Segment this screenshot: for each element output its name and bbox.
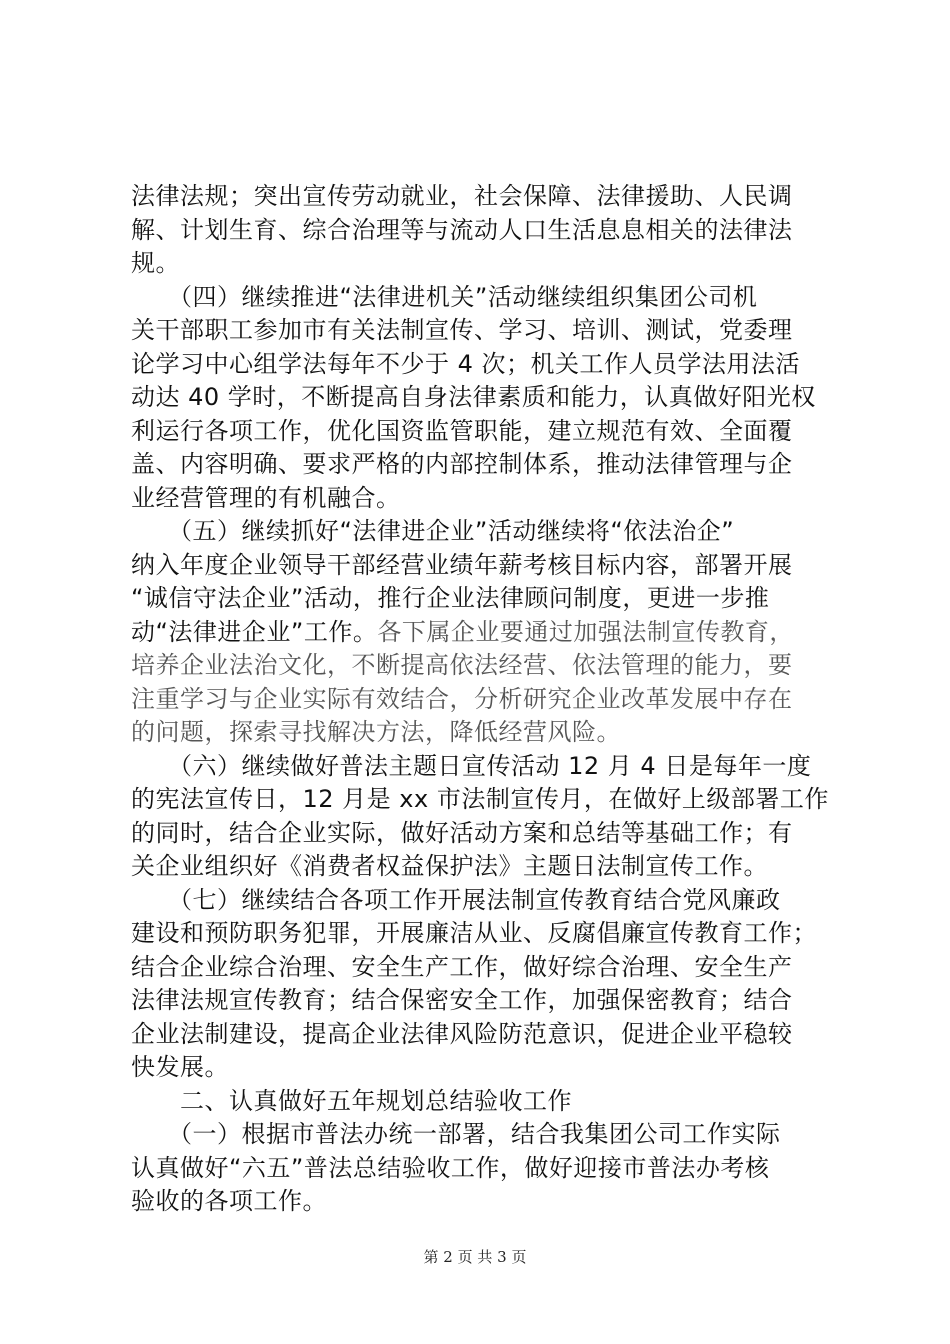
text-segment: 企业法制建设，提高企业法律风险防范意识，促进企业平稳较 [131,1019,793,1048]
text-segment: 规。 [131,249,180,277]
text-line [131,649,831,681]
text-segment: 结合企业综合治理、安全生产工作，做好综合治理、安全生产 [131,952,793,981]
text-line [131,482,831,514]
text-segment: 盖、内容明确、要求严格的内部控制体系，推动法律管理与企 [131,450,793,478]
text-segment: 关干部职工参加市有关法制宣传、学习、培训、测试，党委理 [131,316,793,344]
text-line [131,984,831,1016]
text-line [131,549,831,581]
text-line [131,582,831,614]
text-line [131,415,831,447]
text-segment: 法律法规；突出宣传劳动就业，社会保障、法律援助、人民调 [131,182,793,210]
text-segment: 解、计划生育、综合治理等与流动人口生活息息相关的法律法 [131,215,793,244]
text-line [131,348,831,380]
text-line [131,314,831,346]
text-segment: 认真做好“六五”普法总结验收工作，做好迎接市普法办考核 [131,1153,770,1182]
text-line [131,917,831,949]
text-segment: 动“法律进企业”工作。 [131,617,378,646]
text-segment-light: 注重学习与企业实际有效结合，分析研究企业改革发展中存在 [131,684,793,713]
text-segment-light: 培养企业法治文化，不断提高依法经营、依法管理的能力，要 [131,651,793,679]
page-footer: 第 2 页 共 3 页 [423,1248,527,1266]
text-segment: （四）继续推进“法律进机关”活动继续组织集团公司机 [131,282,758,311]
text-segment: 法律法规宣传教育；结合保密安全工作，加强保密教育；结合 [131,986,793,1014]
text-line [131,381,831,413]
text-line [131,884,831,916]
text-segment: 建设和预防职务犯罪，开展廉洁从业、反腐倡廉宣传教育工作； [131,919,817,947]
text-line [131,180,831,212]
text-segment-light: 的问题，探索寻找解决方法，降低经营风险。 [131,718,621,746]
text-segment: “诚信守法企业”活动，推行企业法律顾问制度，更进一步推 [131,584,770,612]
text-segment: 快发展。 [131,1053,229,1081]
text-segment: 动达 40 学时，不断提高自身法律素质和能力，认真做好阳光权 [131,383,816,411]
text-segment: 二、认真做好五年规划总结验收工作 [131,1086,572,1115]
text-line [131,750,831,782]
text-segment: 的宪法宣传日，12 月是 xx 市法制宣传月，在做好上级部署工作 [131,785,829,813]
text-line [131,1018,831,1050]
text-segment: 关企业组织好《消费者权益保护法》主题日法制宣传工作。 [131,852,768,880]
text-line [131,1085,831,1117]
text-segment: （七）继续结合各项工作开展法制宣传教育结合党风廉政 [131,885,781,914]
text-line [131,683,831,715]
text-segment: 利运行各项工作，优化国资监管职能，建立规范有效、全面覆 [131,416,793,445]
text-segment: （五）继续抓好“法律进企业”活动继续将“依法治企” [131,517,735,545]
text-line [131,214,831,246]
text-segment: 纳入年度企业领导干部经营业绩年薪考核目标内容，部署开展 [131,550,793,579]
text-line [131,951,831,983]
text-line [131,616,831,648]
text-line [131,1118,831,1150]
text-segment: （一）根据市普法办统一部署，结合我集团公司工作实际 [131,1120,781,1148]
text-line [131,1185,831,1217]
text-line [131,716,831,748]
text-segment-light: 各下属企业要通过加强法制宣传教育， [377,617,794,646]
text-line [131,1152,831,1184]
text-line [131,247,831,279]
text-segment: 论学习中心组学法每年不少于 4 次；机关工作人员学法用法活 [131,349,801,378]
text-line [131,1051,831,1083]
text-segment: 的同时，结合企业实际，做好活动方案和总结等基础工作；有 [131,818,793,847]
text-line [131,850,831,882]
text-segment: 验收的各项工作。 [131,1187,327,1215]
text-line [131,515,831,547]
text-line [131,817,831,849]
text-line [131,783,831,815]
text-line [131,281,831,313]
text-line [131,448,831,480]
text-segment: （六）继续做好普法主题日宣传活动 12 月 4 日是每年一度 [131,751,812,780]
text-segment: 业经营管理的有机融合。 [131,483,401,512]
